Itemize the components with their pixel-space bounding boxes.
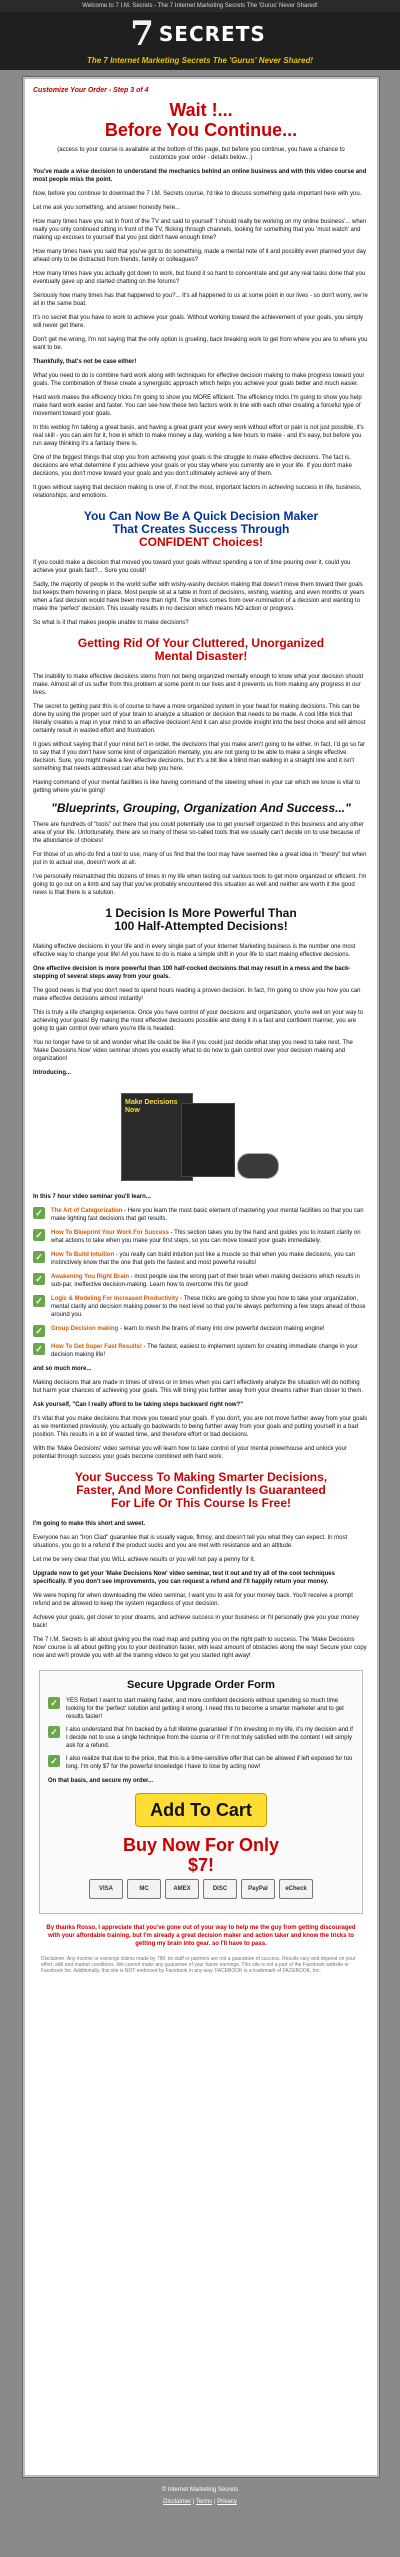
question-list [33,218,369,286]
quick-para-2: Sadly, the majority of people in the world suffer with wishy-washy decision making that doesn't move them toward their goals but keeps them hovering in place. Most people sit at a table in front of decisions, wishing, wanting, and even months or years when a fast decision would have been more than right. The stress comes from over-rumination of a decision and wanting to make the 'perfect' decision. This usually results in no decision which means NO action or progress. [33,582,365,612]
learn-item-text [51,1295,369,1319]
learn-item-desc: - This section takes you by the hand and guides you to instant clarity on what actions to take when you make your first steps, so you can move toward your goals immediately. [51,1230,361,1244]
heading-clutter-line2: Mental Disaster! [154,649,248,663]
content-panel [22,76,380,2478]
body-block-8: One of the biggest things that stop you from achieving your goals is the struggle to make effective decisions. The fact is, decisions are what determine if you achieve your goals or you stay where you currently are in your life. If you don't make decisions, you don't move toward your goals and you don't ultimately achieve any of them. [33,455,352,477]
learn-item-title: The Art of Categorization [51,1208,123,1214]
closing-para-2: Ask yourself, "Can I really afford to be taking steps backward right now?" [33,1402,244,1408]
checkmark-icon: ✓ [33,1295,45,1307]
learn-item-text [51,1325,324,1333]
power-para-3: The good news is that you don't need to spend hours reading a proven decision. In fact, I'm going to show you how you can make effective decisions almost instantly! [33,988,361,1002]
video-intro: In this 7 hour video seminar you'll learn... [33,1194,151,1200]
power-para-6: Introducing... [33,1070,71,1076]
quick-para-1: If you could make a decision that moved you toward your goals without spending a ton of time pouring over it, could you achieve your goals fast?... Sure you could! [33,560,351,574]
logo-secrets: SECRETS [158,22,266,46]
blueprint-para-1: There are hundreds of "tools" out there that you could potentially use to get yourself organized in this business and any other area of your life. Unfortunately, there are so many of these so-called tools that we usually can't decide on to use because of the abundance of choices! [33,822,364,844]
product-image [111,1085,291,1185]
success-para-1: I'm going to make this short and sweet. [33,1521,146,1527]
heading-success-line2: Faster, And More Confidently Is Guaranteed [76,1483,326,1497]
and-more: and so much more... [33,1366,92,1372]
order-row [48,1697,354,1721]
heading-success-guarantee [33,1471,369,1510]
headline-before-continue: Before You Continue... [104,120,298,140]
heading-clutter [33,637,369,663]
headline-wait: Wait !... [169,100,233,120]
learn-item-title: How To Blueprint Your Work For Success [51,1230,169,1236]
footer-link-terms[interactable]: Terms [195,2499,213,2505]
learn-item-text [51,1273,369,1289]
body-block-6: Hard work makes the efficiency tricks I'm going to show you MORE efficient. The efficiency tricks I'm going to show you help make hard work easier and faster. You can see how these two factors work in line with each other creating a forceful type of movement toward your goals. [33,395,362,417]
body-block-4: Thankfully, that's not be case either! [33,359,137,365]
visa-icon: VISA [89,1879,123,1899]
header-tagline: The 7 Internet Marketing Secrets The 'Gurus' Never Shared! [86,56,314,65]
learn-item [33,1273,369,1289]
checkmark-icon: ✓ [48,1697,60,1709]
clutter-para-3: It goes without saying that if your mind isn't in order, the decisions that you make aren't going to be either. In fact, I'd go so far to say that if you don't have some kind of organization mentally, you are not going to be able to make a single effective decision. Sure, you might make a few effective decisions, but it's a bit like a blind man walking in a straight line and it isn't something that needs addressed can also help you here. [33,742,365,772]
checkmark-icon: ✓ [33,1273,45,1285]
heading-power-line1: 1 Decision Is More Powerful Than [105,906,297,920]
learn-item-desc: - These tricks are going to show you how to take your organization, mental clarity and decision making power to the next level so that you're always performing a few steps ahead of those around you. [51,1296,366,1318]
power-para-5: You no longer have to sit and wonder what life could be like if you could just decide what step you need to take next. The 'Make Decisions Now' video seminar shows you exactly what to do now to gain control over your decision making and organization! [33,1040,353,1062]
learn-item [33,1295,369,1319]
learn-item-text [51,1343,369,1359]
learn-item-title: How To Get Super Fast Results! [51,1344,142,1350]
top-banner [0,0,400,12]
learn-item-title: How To Build Intuition [51,1252,115,1258]
learn-item [33,1229,369,1245]
blueprints-quote: "Blueprints, Grouping, Organization And Success..." [51,801,351,815]
footer-links: Disclaimer | Terms | Privacy [163,2499,237,2505]
learn-item-desc: - most people use the wrong part of their brain when making decisions which results in sub-par, ineffective decision-making. Learn how to overcome this for good! [51,1274,360,1288]
body-block-1: Seriously how many times has that happened to you?... It's all happened to us at some point in our lives - so don't worry, we're all in the same boat. [33,293,368,307]
question-3: How many times have you actually got down to work, but found it so hard to concentrate and get any real tasks done that you eventually gave up and started chatting on the forums? [33,271,366,285]
price-callout [48,1835,354,1875]
discover-icon: DISC [203,1879,237,1899]
secure-upgrade-order-form [39,1670,363,1914]
body-block-5: What you need to do is combine hard work along with techniques for effective decision making to make progress toward your goals. The combination of these create a synergistic approach which helps you achieve your goals better and much easier. [33,373,365,387]
site-footer [0,2484,400,2512]
product-box-secondary [181,1103,235,1177]
clutter-para-4: Having command of your mental facilities is like having command of the steering wheel in your car which we know is vital to getting where you're going! [33,780,361,794]
success-para-4: Upgrade now to get your 'Make Decisions Now' video seminar, test it out and try all of the cool techniques specifically. If you don't see improvements, you can request a refund and I'll happily return your money. [33,1571,335,1585]
payment-methods [48,1879,354,1899]
heading-quick-line1: You Can Now Be A Quick Decision Maker [83,509,319,523]
learn-item-title: Group Decision making [51,1326,119,1332]
disclaimer: Disclaimer: Any income or earnings claims made by 7IM, its staff or partners are not a guarantee of success. Results vary and depend on your effort, skill and market conditions. We cannot make any guarantee of your future earnings. This site is not a part of the Facebook website or Facebook Inc. Additionally, this site is NOT endorsed by Facebook in any way. FACEBOOK is a trademark of FACEBOOK, Inc. [41,1956,356,1974]
paypal-icon: PayPal [241,1879,275,1899]
logo-seven: 7 [130,14,155,54]
echeck-icon: eCheck [279,1879,313,1899]
paragraph-2: Now, before you continue to download the 7 I.M. Secrets course, I'd like to discuss something quite important here with you. [33,191,362,197]
question-2: How many times have you said that you've got to do something, made a mental note of it and possibly even planned your day ahead only to be distracted from friends, family or colleagues? [33,249,367,263]
quick-para-3: So what is it that makes people unable to make decisions? [33,620,189,626]
checkmark-icon: ✓ [48,1726,60,1738]
order-row [48,1755,354,1771]
body-blocks [33,292,369,500]
top-banner-text: Welcome to 7 I.M. Secrets - The 7 Internet Marketing Secrets The 'Gurus' Never Shared! [82,3,318,9]
learn-item-desc: - you really can build intuition just like a muscle so that when you make decisions, you can instinctively know that the one that gets the fastest and most powerful results! [51,1252,356,1266]
body-block-2: It's no secret that you have to work to achieve your goals. Without working toward the achievement of your goals, you simply will never get there. [33,315,363,329]
heading-quick-line3: CONFIDENT Choices! [138,535,263,549]
closing-para-3: It's vital that you make decisions that move you toward your goals. If you don't, you are not move further away from your goals as we mentioned previously, you actually go backwards to being further away from your goals and putting yourself in a bad position. This results in a lot of wasted time, and therefore effort or bad decisions. [33,1416,368,1438]
footer-copyright: © Internet Marketing Secrets [161,2487,239,2493]
heading-quick-line2: That Creates Success Through [112,522,290,536]
body-block-9: It goes without saying that decision making is one of, if not the most, important factors in achieving success in life, business, relationships, and emotions. [33,485,362,499]
site-logo[interactable] [118,14,278,54]
order-step-breadcrumb: Customize Your Order - Step 3 of 4 [33,87,149,94]
price-line-1: Buy Now For Only [122,1835,279,1855]
learn-item-title: Awakening You Right Brain [51,1274,130,1280]
learn-item-text [51,1207,369,1223]
success-para-7: The 7 I.M. Secrets is all about giving you the road map and putting you on the right path to success. The 'Make Decisions Now' course is all about getting you to your destination faster, with least amount of obstacles along the way! Secure your copy now and we'll provide you with all the training videos to get you started right away! [33,1637,367,1659]
body-block-3: Don't get me wrong, I'm not saying that the only option is grueling, back breaking work to get from where you are to where you want to be. [33,337,368,351]
order-row-text: I also understand that I'm backed by a full lifetime guarantee! If I'm investing in my life, it's my decision and if I decide not to use a single technique from the course or if I'm not truly satisfied with the content I will simply ask for a refund. [66,1727,353,1749]
amex-icon: AMEX [165,1879,199,1899]
learn-item [33,1343,369,1359]
order-only-text: On that basis, and secure my order... [48,1778,154,1784]
product-box-title: Make Decisions Now [125,1099,178,1114]
success-para-5: We were hoping for when downloading the video seminar, I want you to ask for your money back. You'll receive a prompt refund and be allowed to keep the system regardless of your decision. [33,1593,353,1607]
learn-item-desc: - Here you learn the most basic element of mastering your mental facilities so that you can make lighting fast decisions that get results. [51,1208,364,1222]
success-para-2: Everyone has an "Iron Clad" guarantee that is usually vague, flimsy, and doesn't tell you what they can expect. In most situations, you go to a refund if the product sucks and you are met with resistance and an attitude. [33,1535,348,1549]
closing-para-4: With the 'Make Decisions' video seminar you will learn how to take control of your mental powerhouse and unlock your potential through success your goals become combined with hard work. [33,1446,347,1460]
checkmark-icon: ✓ [33,1343,45,1355]
checkmark-icon: ✓ [33,1229,45,1241]
learn-list [33,1207,369,1359]
price-line-2: $7! [187,1855,214,1875]
learn-item [33,1251,369,1267]
success-para-6: Achieve your goals, get closer to your dreams, and achieve success in your business or I'll personally give you your money back! [33,1615,359,1629]
heading-power [33,907,369,933]
site-header [0,12,400,70]
heading-success-line3: For Life Or This Course Is Free! [110,1496,292,1510]
footer-link-privacy[interactable]: Privacy [217,2499,237,2505]
paragraph-3: Let me ask you something, and answer honestly here... [33,205,181,211]
paragraph-1: You've made a wise decision to understand the mechanics behind an online business and with this video course and most people miss the point. [33,169,367,183]
power-para-1: Making effective decisions in your life and in every single part of your Internet Marketing business is the number one most effective way to change your life! All you have to do is make a simple shift in your life to start making effective decisions. [33,944,356,958]
closing-para-1: Making decisions that are made in times of stress or in times when you can't effectively analyze the situation will do nothing but harm your chances of achieving your goals. This will bring you further away from your dreams rather than closer to them. [33,1380,364,1394]
heading-quick-decision [33,510,369,549]
order-row [48,1726,354,1750]
heading-clutter-line1: Getting Rid Of Your Cluttered, Unorganized [77,636,325,650]
question-1: How many times have you sat in front of the TV and said to yourself 'I should really be working on my online business'... when really you only continued sitting in front of the TV, flicking through channels, looking for something that you 'must watch' and making up excuses to yourself that you just didn't have enough time? [33,219,367,241]
learn-item [33,1325,369,1337]
learn-item-desc: - learn to mesh the brains of many into one powerful decision making engine! [118,1326,325,1332]
heading-power-line2: 100 Half-Attempted Decisions! [114,919,288,933]
success-para-3: Let me be very clear that you WILL achieve results or you will not pay a penny for it. [33,1557,256,1563]
learn-item-title: Logic & Modeling For Increased Productivity [51,1296,179,1302]
learn-item-text [51,1229,369,1245]
mastercard-icon: MC [127,1879,161,1899]
learn-item-text [51,1251,369,1267]
product-disc [237,1153,279,1179]
footer-link-disclaimer[interactable]: Disclaimer [163,2499,192,2505]
clutter-para-2: The secret to getting past this is of course to have a more organized system in your head for making decisions. This can be done by using the proper sort of your brain to analyze a situation or decision that needs to be made. A cool little trick that literally creates a map in your mind to an effective decision! And it can also provide insight into the best choice and will almost certainly result in wasted effort and frustration. [33,704,366,734]
power-para-4: This is truly a life changing experience. Once you have control of your decisions and organization, you're well on your way to achieving your goals! By making the most effective decisions possible and doing it in a fast and confident manner, you are going to gain control over where you're life is headed. [33,1010,363,1032]
heading-success-line1: Your Success To Making Smarter Decisions, [74,1470,328,1484]
decline-link-text[interactable]: By thanks Rosso, I appreciate that you've gone out of your way to help me the guy from getting discouraged with your affordable training, but I'm already a great decision maker and action taker and know the tricks to getting my brain into gear. so I'll have to pass. [46,1925,356,1947]
checkmark-icon: ✓ [33,1325,45,1337]
blueprint-para-3: I've personally mismatched this dozens of times in my life when testing out various tools to get more organized or efficient. I'm going to go out on a limb and say that you've probably encountered this situation as well and neither are worth it the good news is that there is a solution. [33,874,367,896]
add-to-cart-button[interactable]: Add To Cart [135,1793,267,1827]
blueprint-para-2: For those of us who do find a tool to use, many of us find that the tool may have seemed like a great idea in "theory" but when put in to actual use, doesn't work at all. [33,852,367,866]
learn-item-desc: - The fastest, easiest to implement system for creating immediate change in your decision making life! [51,1344,358,1358]
body-block-7: In this weblog I'm talking a great basis, and having a great grant your every work without effort or pain is not just possible, it's real skill - you can aim for it, how in which to make money a day, working a few hours to make - and it's easy, but before you run away thinking it's a fantasy there is. [33,425,364,447]
content-inner [23,77,379,1986]
clutter-para-1: The inability to make effective decisions stems from not being organized mentally enough to know what your decision should make. Almost all of us suffer from this problem at some point in our lives and it prevents us from making any progress in our lives. [33,674,364,696]
power-para-2: One effective decision is more powerful than 100 half-cocked decisions that may result in a mess and the back-stepping of several steps away from your goals. [33,966,351,980]
checkmark-icon: ✓ [33,1207,45,1219]
intro-note: (access to your course is available at the bottom of this page, but before you continue, you have a chance to customize your order - details below...) [57,147,345,161]
learn-item [33,1207,369,1223]
order-row-text: I also realize that due to the price, that this is a time-sensitive offer that can be allowed if left exposed for too long. I'm only $7 for the powerful knowledge I have to lose by acting now! [66,1756,353,1770]
checkmark-icon: ✓ [33,1251,45,1263]
order-row-text: YES Robert I want to start making faster, and more confident decisions without spending so much time looking for the 'perfect' solution and getting it wrong. I need this to become a smarter marketer and to get results faster! [66,1698,344,1720]
order-form-title: Secure Upgrade Order Form [127,1679,275,1691]
checkmark-icon: ✓ [48,1755,60,1767]
